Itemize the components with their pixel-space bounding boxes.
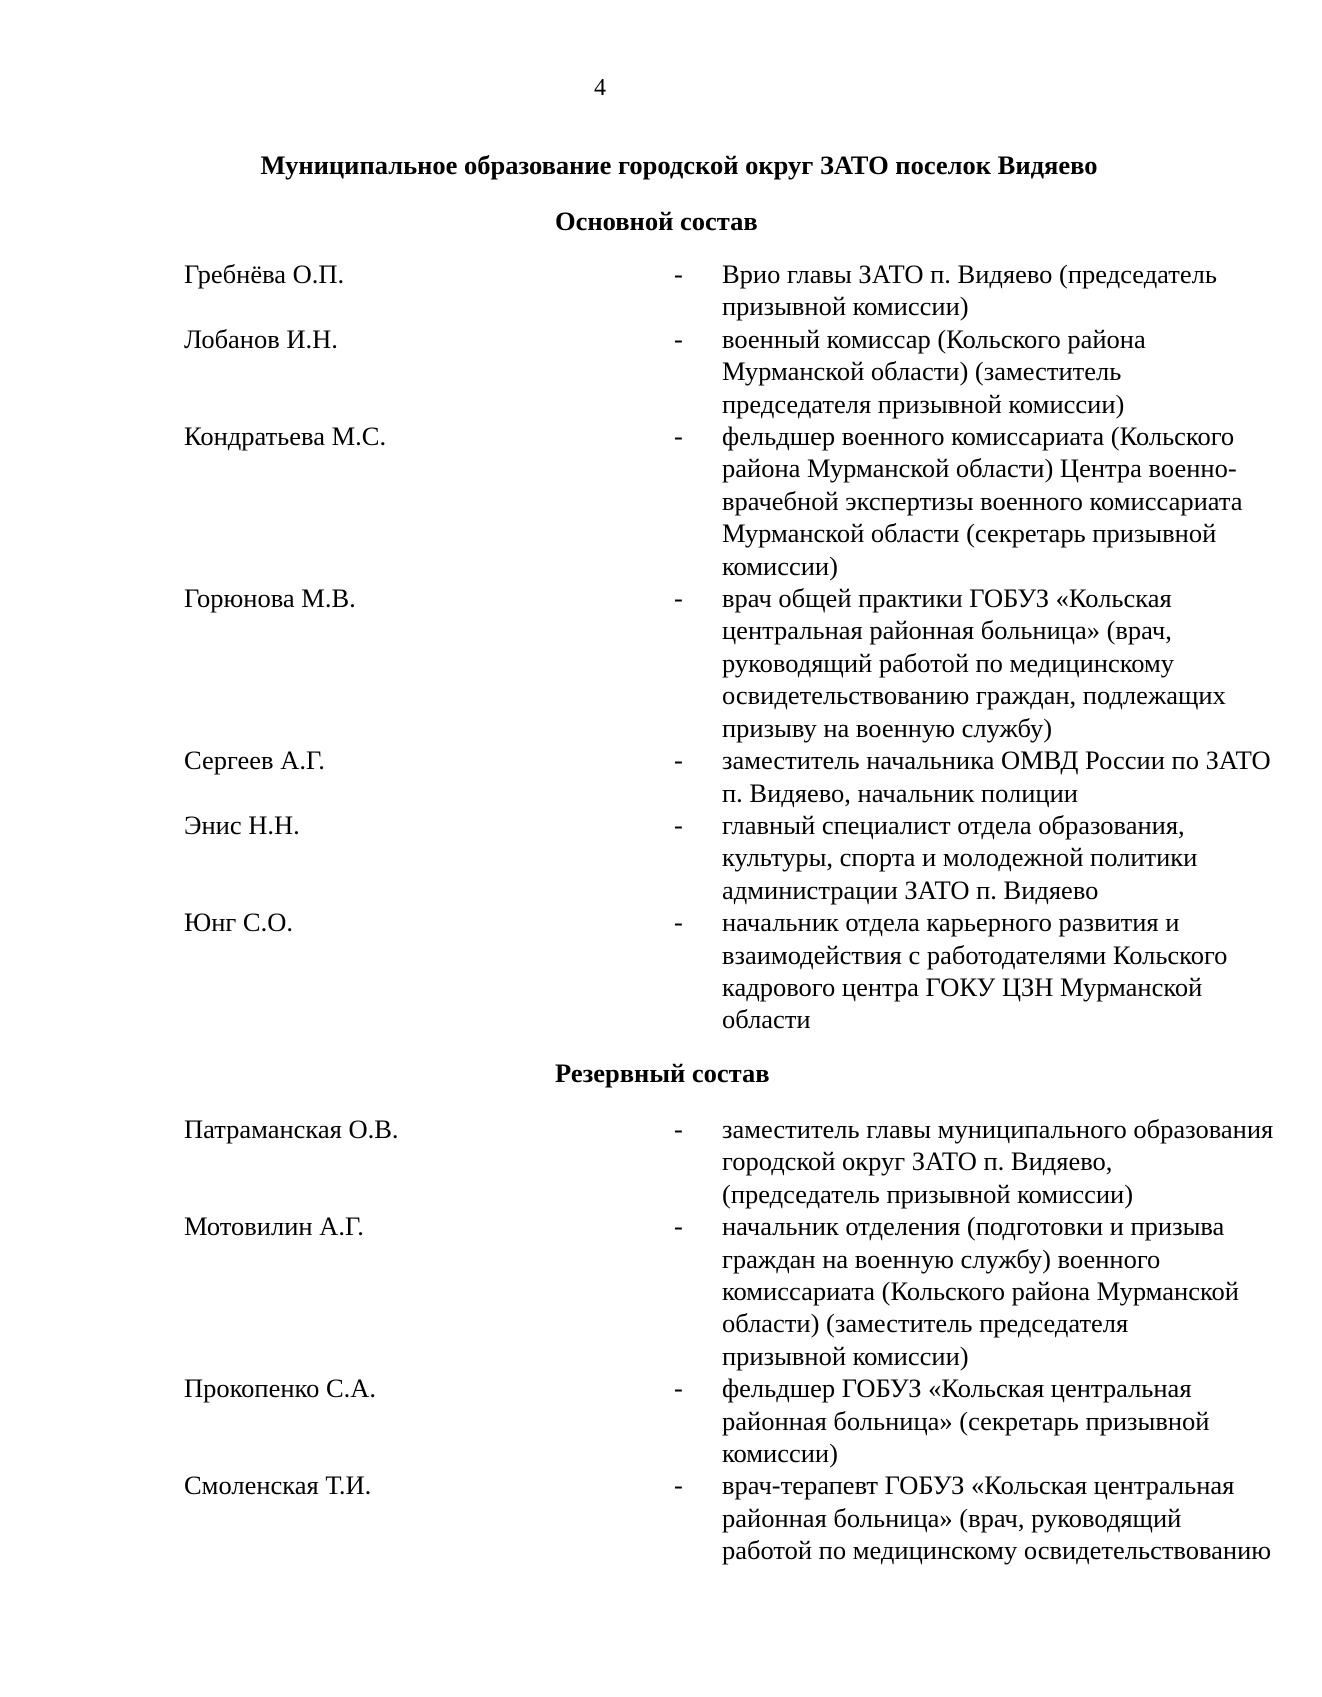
member-name: Энис Н.Н. [184, 809, 300, 840]
member-dash: - [674, 1114, 683, 1144]
member-role: военный комиссар (Кольского района Мурманской области) (заместитель председателя призывной комиссии) [722, 323, 1146, 419]
member-dash: - [674, 1373, 683, 1404]
member-role: фельдшер ГОБУЗ «Кольская центральная районная больница» (секретарь призывной комиссии) [722, 1373, 1210, 1469]
member-role: Врио главы ЗАТО п. Видяево (председатель призывной комиссии) [722, 259, 1217, 322]
member-row [0, 809, 1200, 906]
member-dash: - [674, 323, 683, 354]
member-row [0, 582, 1226, 744]
member-name: Мотовилин А.Г. [184, 1211, 364, 1242]
member-dash: - [674, 907, 683, 938]
member-row [0, 1210, 1239, 1372]
reserve-members-list [0, 1113, 1274, 1567]
member-row [0, 744, 1271, 809]
member-dash: - [674, 809, 683, 840]
member-row [0, 258, 1217, 323]
member-dash: - [674, 583, 683, 614]
member-name: Горюнова М.В. [184, 583, 356, 614]
member-name: Прокопенко С.А. [184, 1373, 377, 1404]
main-members-list [0, 258, 1271, 1036]
member-dash: - [674, 259, 683, 289]
member-role: фельдшер военного комиссариата (Кольского района Мурманской области) Центра военно- врачебной экспертизы военного комиссариата Мурманской области (секретарь призывной комиссии) [722, 421, 1243, 581]
member-dash: - [674, 421, 683, 452]
member-name: Гребнёва О.П. [184, 259, 345, 289]
member-row [0, 906, 1228, 1036]
member-row [0, 1469, 1272, 1566]
member-row [0, 1113, 1274, 1210]
member-dash: - [674, 745, 683, 776]
member-name: Кондратьева М.С. [184, 421, 387, 452]
page-number: 4 [594, 75, 606, 101]
member-role: главный специалист отдела образования, культуры, спорта и молодежной политики администрации ЗАТО п. Видяево [722, 809, 1198, 905]
member-name: Смоленская Т.И. [184, 1470, 372, 1501]
member-name: Юнг С.О. [184, 907, 293, 938]
reserve-section-heading: Резервный состав [555, 1058, 770, 1088]
member-role: врач общей практики ГОБУЗ «Кольская центральная районная больница» (врач, руководящий работой по медицинскому освидетельствованию граждан, подлежащих призыву на военную службу) [722, 583, 1226, 743]
main-section-heading: Основной состав [555, 206, 758, 236]
member-dash: - [674, 1470, 683, 1501]
member-role: заместитель начальника ОМВД России по ЗАТО п. Видяево, начальник полиции [722, 745, 1271, 808]
member-name: Лобанов И.Н. [184, 323, 338, 354]
member-dash: - [674, 1211, 683, 1242]
member-role: начальник отделения (подготовки и призыва граждан на военную службу) военного комиссариата (Кольского района Мурманской области) (заместитель председателя призывной комиссии) [722, 1211, 1239, 1371]
member-name: Патраманская О.В. [184, 1114, 399, 1144]
member-role: начальник отдела карьерного развития и взаимодействия с работодателями Кольского кадрового центра ГОКУ ЦЗН Мурманской области [722, 907, 1228, 1035]
member-row [0, 420, 1243, 582]
document-title: Муниципальное образование городской округ ЗАТО поселок Видяево [260, 150, 1098, 180]
member-role: врач-терапевт ГОБУЗ «Кольская центральная районная больница» (врач, руководящий работой по медицинскому освидетельствованию [722, 1470, 1272, 1566]
member-role: заместитель главы муниципального образования городской округ ЗАТО п. Видяево, (председатель призывной комиссии) [722, 1114, 1274, 1209]
member-name: Сергеев А.Г. [184, 745, 325, 776]
member-row [0, 323, 1200, 420]
member-row [0, 1372, 1210, 1469]
